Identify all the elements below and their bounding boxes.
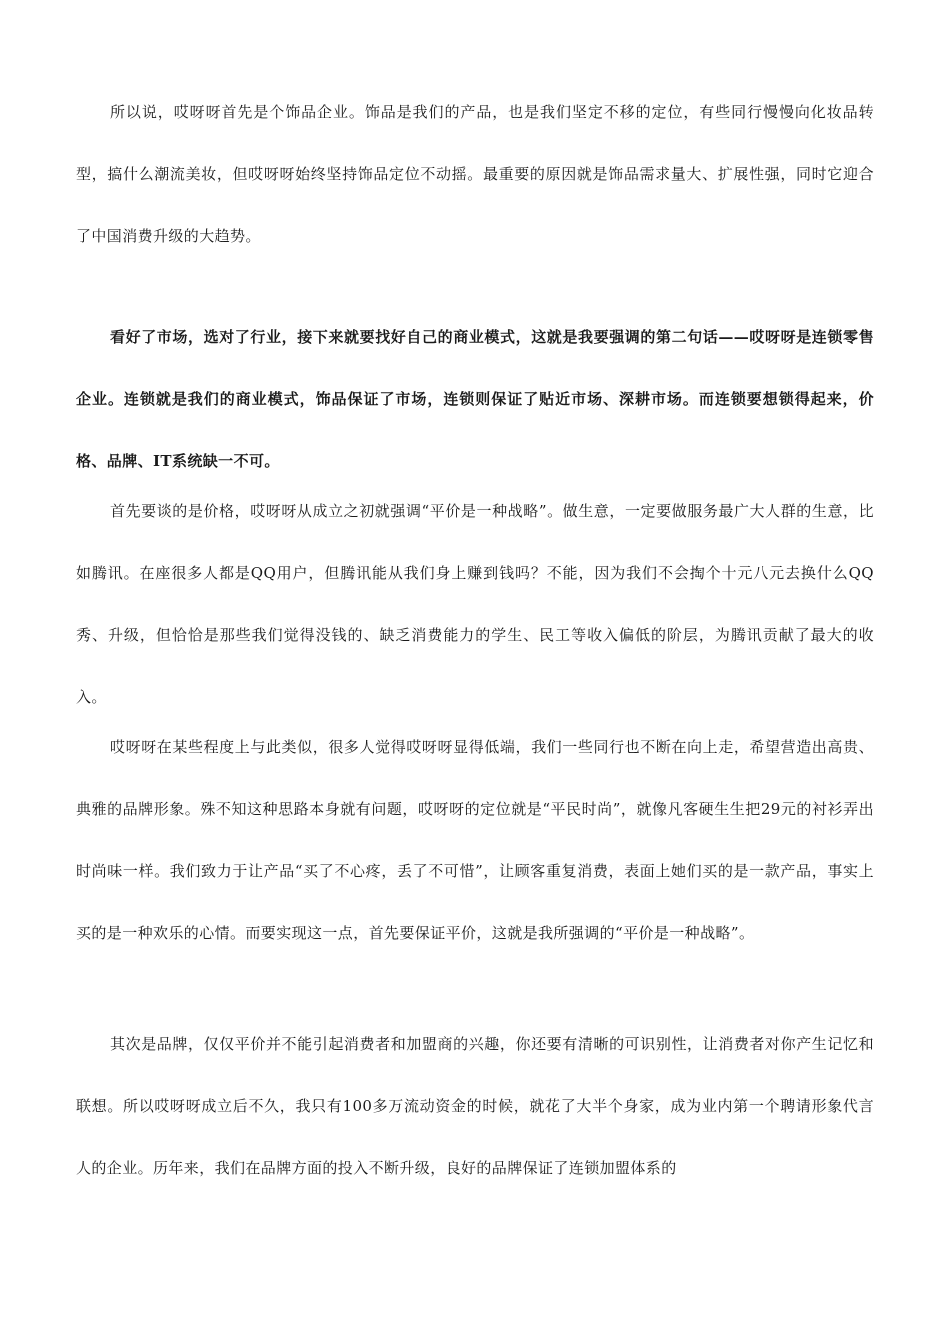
body-paragraph: 所以说，哎呀呀首先是个饰品企业。饰品是我们的产品，也是我们坚定不移的定位，有些同行慢慢向化妆品转型，搞什么潮流美妆，但哎呀呀始终坚持饰品定位不动摇。最重要的原因就是饰品需求量大、扩展性强，同时它迎合了中国消费升级的大趋势。 [76, 103, 874, 245]
bold-paragraph: 看好了市场，选对了行业，接下来就要找好自己的商业模式，这就是我要强调的第二句话——哎呀呀是连锁零售企业。连锁就是我们的商业模式，饰品保证了市场，连锁则保证了贴近市场、深耕市场。而连锁要想锁得起来，价格、品牌、IT系统缺一不可。 [76, 328, 874, 470]
body-paragraph: 其次是品牌，仅仅平价并不能引起消费者和加盟商的兴趣，你还要有清晰的可识别性，让消费者对你产生记忆和联想。所以哎呀呀成立后不久，我只有100多万流动资金的时候，就花了大半个身家，成为业内第一个聘请形象代言人的企业。历年来，我们在品牌方面的投入不断升级，良好的品牌保证了连锁加盟体系的 [76, 1035, 874, 1177]
body-paragraph: 首先要谈的是价格，哎呀呀从成立之初就强调“平价是一种战略”。做生意，一定要做服务最广大人群的生意，比如腾讯。在座很多人都是QQ用户，但腾讯能从我们身上赚到钱吗？不能，因为我们不会掏个十元八元去换什么QQ秀、升级，但恰恰是那些我们觉得没钱的、缺乏消费能力的学生、民工等收入偏低的阶层，为腾讯贡献了最大的收入。 [76, 502, 874, 706]
body-paragraph: 哎呀呀在某些程度上与此类似，很多人觉得哎呀呀显得低端，我们一些同行也不断在向上走，希望营造出高贵、典雅的品牌形象。殊不知这种思路本身就有问题，哎呀呀的定位就是“平民时尚”，就像凡客硬生生把29元的衬衫弄出时尚味一样。我们致力于让产品“买了不心疼，丢了不可惜”，让顾客重复消费，表面上她们买的是一款产品，事实上买的是一种欢乐的心情。而要实现这一点，首先要保证平价，这就是我所强调的“平价是一种战略”。 [76, 738, 874, 942]
